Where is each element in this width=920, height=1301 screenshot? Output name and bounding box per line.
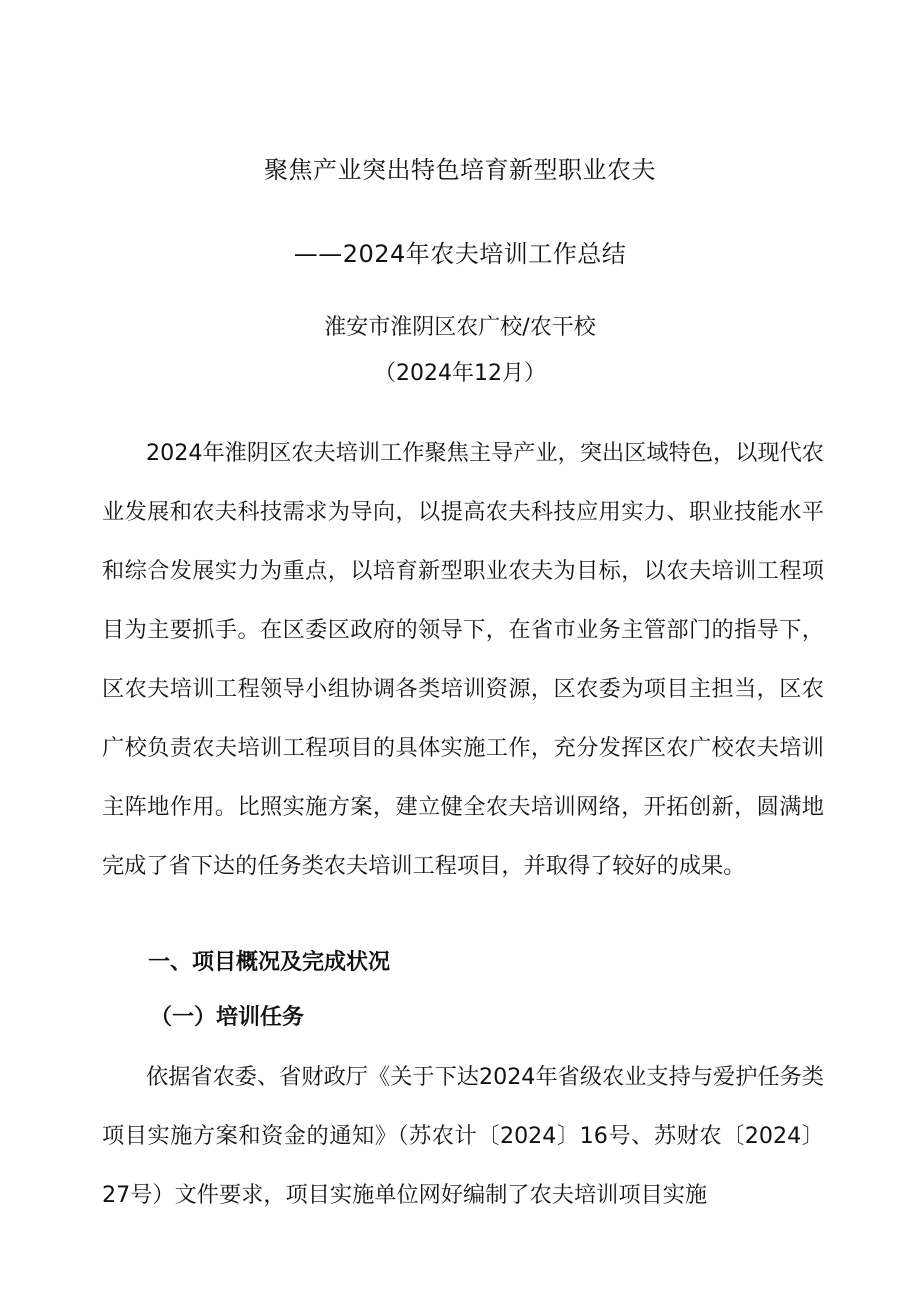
document-title: 聚焦产业突出特色培育新型职业农夫	[264, 156, 656, 184]
intro-paragraph: 2024年淮阴区农夫培训工作聚焦主导产业，突出区域特色，以现代农业发展和农夫科技需求为导向，以提高农夫科技应用实力、职业技能水平和综合发展实力为重点，以培育新型职业农夫为目标，以农夫培训工程项目为主要抓手。在区委区政府的领导下，在省市业务主管部门的指导下，区农夫培训工程领导小组协调各类培训资源，区农委为项目主担当，区农广校负责农夫培训工程项目的具体实施工作，充分发挥区农广校农夫培训主阵地作用。比照实施方案，建立健全农夫培训网络，开拓创新，圆满地完成了省下达的任务类农夫培训工程项目，并取得了较好的成果。	[102, 440, 824, 879]
document-subtitle: ——2024年农夫培训工作总结	[293, 240, 627, 268]
document-date: （2024年12月）	[374, 361, 546, 386]
subsection-heading-1: （一）培训任务	[150, 1005, 305, 1030]
section-heading-1: 一、项目概况及完成状况	[148, 950, 391, 975]
body-paragraph-2: 依据省农委、省财政厅《关于下达2024年省级农业支持与爱护任务类项目实施方案和资金的通知》（苏农计〔2024〕16号、苏财农〔2024〕27号）文件要求，项目实施单位网好编制了农夫培训项目实施	[102, 1064, 824, 1208]
organization-name: 淮安市淮阴区农广校/农干校	[324, 315, 596, 340]
